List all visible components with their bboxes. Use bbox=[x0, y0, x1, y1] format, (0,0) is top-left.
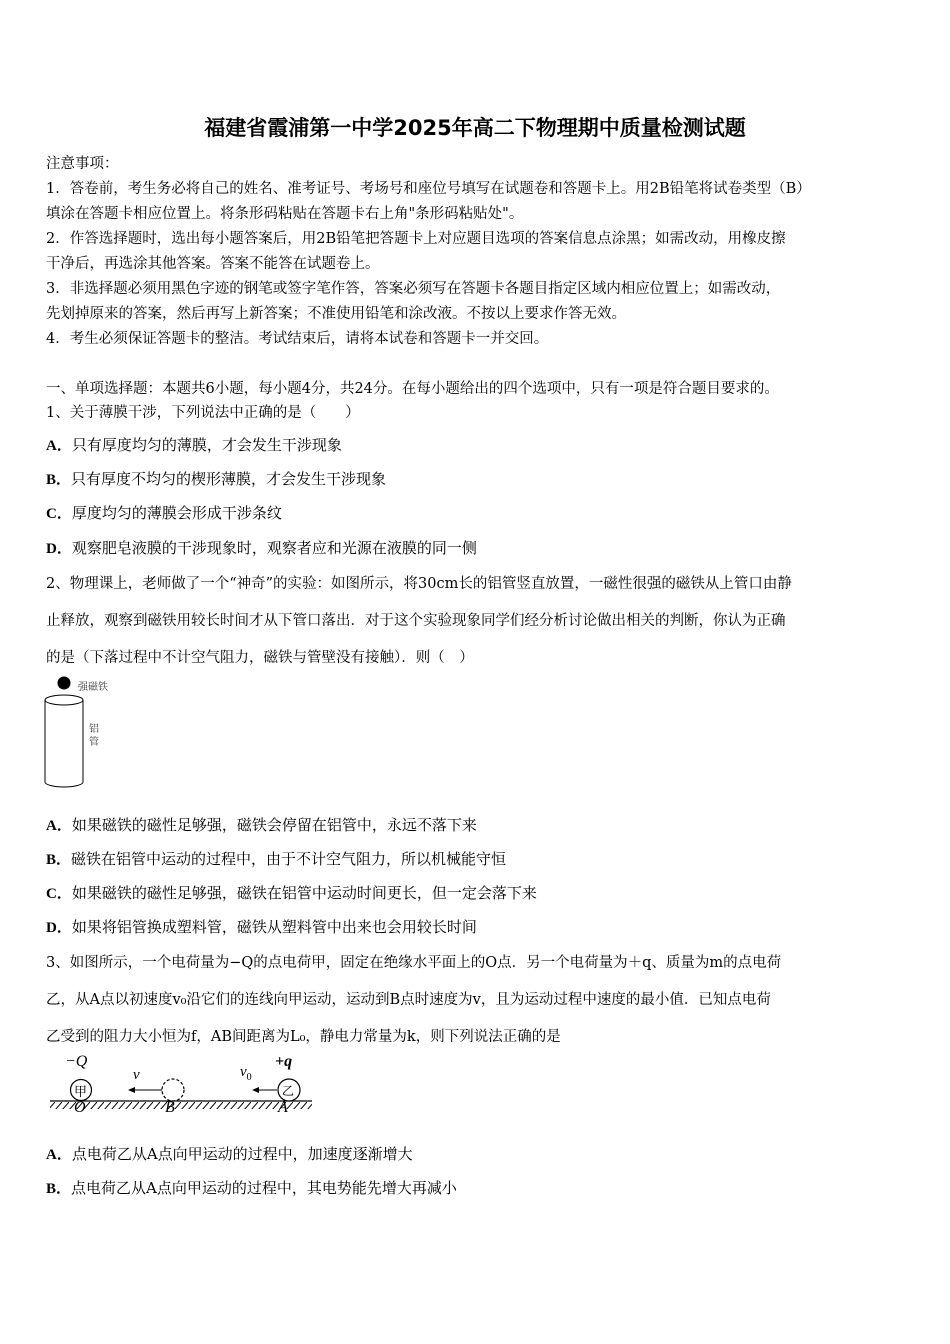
q1-option-b bbox=[46, 468, 386, 489]
tube-label: 管 bbox=[89, 737, 99, 748]
option-text: 点电荷乙从A点向甲运动的过程中，其电势能先增大再减小 bbox=[71, 1179, 457, 1197]
q3-option-b bbox=[46, 1177, 457, 1198]
section-heading: 一、单项选择题：本题共6小题，每小题4分，共24分。在每小题给出的四个选项中，只有一项是符合题目要求的。 bbox=[46, 381, 779, 397]
option-text: 观察肥皂液膜的干涉现象时，观察者应和光源在液膜的同一侧 bbox=[71, 539, 477, 557]
q2-option-c bbox=[46, 882, 537, 903]
notice-line: 填涂在答题卡相应位置上。将条形码粘贴在答题卡右上角"条形码粘贴处"。 bbox=[46, 206, 524, 222]
q1-option-d bbox=[46, 537, 477, 558]
q2-option-b bbox=[46, 848, 506, 869]
velocity-a-label bbox=[240, 1064, 252, 1083]
magnet-icon bbox=[58, 677, 71, 690]
arrow-left-icon bbox=[252, 1087, 259, 1093]
option-label: A． bbox=[46, 1147, 72, 1163]
option-label: A． bbox=[46, 818, 72, 834]
q2-option-d bbox=[46, 916, 477, 937]
notice-line: 2．作答选择题时，选出每小题答案后，用2B铅笔把答题卡上对应题目选项的答案信息点涂黑；如需改动，用橡皮擦 bbox=[46, 231, 786, 247]
velocity-symbol: v bbox=[240, 1064, 247, 1080]
option-text: 如果将铝管换成塑料管，磁铁从塑料管中出来也会用较长时间 bbox=[71, 918, 477, 936]
option-text: 只有厚度不均匀的楔形薄膜，才会发生干涉现象 bbox=[71, 470, 387, 488]
velocity-subscript: 0 bbox=[246, 1072, 252, 1083]
point-o-label: O bbox=[74, 1099, 86, 1116]
option-label: B． bbox=[46, 472, 72, 488]
q3-option-a bbox=[46, 1143, 413, 1164]
question-2-stem: 2、物理课上，老师做了一个“神奇”的实验：如图所示，将30cm长的铝管竖直放置，一磁性很强的磁铁从上管口由静 bbox=[46, 576, 792, 592]
question-3-stem: 乙，从A点以初速度v₀沿它们的连线向甲运动，运动到B点时速度为v，且为运动过程中速度的最小值．已知点电荷 bbox=[46, 992, 771, 1008]
notice-line: 先划掉原来的答案，然后再写上新答案；不准使用铅笔和涂改液。不按以上要求作答无效。 bbox=[46, 306, 626, 322]
charge-jia-label: −Q bbox=[65, 1053, 88, 1070]
arrow-left-icon bbox=[128, 1087, 135, 1093]
notice-line: 1．答卷前，考生务必将自己的姓名、准考证号、考场号和座位号填写在试题卷和答题卡上。用2B铅笔将试卷类型（B） bbox=[46, 181, 811, 197]
notice-line: 4．考生必须保证答题卡的整洁。考试结束后，请将本试卷和答题卡一并交回。 bbox=[46, 331, 549, 347]
option-text: 磁铁在铝管中运动的过程中，由于不计空气阻力，所以机械能守恒 bbox=[71, 850, 507, 868]
notice-line: 干净后，再选涂其他答案。答案不能答在试题卷上。 bbox=[46, 256, 380, 272]
velocity-b-label: v bbox=[133, 1067, 140, 1083]
option-text: 如果磁铁的磁性足够强，磁铁在铝管中运动时间更长，但一定会落下来 bbox=[71, 884, 537, 902]
q2-option-a bbox=[46, 814, 477, 835]
notice-heading: 注意事项： bbox=[46, 156, 119, 172]
question-2-stem: 止释放，观察到磁铁用较长时间才从下管口落出．对于这个实验现象同学们经分析讨论做出相关的判断，你认为正确 bbox=[46, 613, 786, 629]
option-label: B． bbox=[46, 1181, 72, 1197]
tube-label: 铝 bbox=[89, 724, 99, 735]
option-label: A． bbox=[46, 438, 72, 454]
magnet-label: 强磁铁 bbox=[78, 682, 108, 693]
q1-option-a bbox=[46, 434, 342, 455]
option-label: D． bbox=[46, 541, 72, 557]
option-text: 如果磁铁的磁性足够强，磁铁会停留在铝管中，永远不落下来 bbox=[71, 816, 477, 834]
yi-label: 乙 bbox=[282, 1084, 295, 1098]
charge-yi-label: +q bbox=[275, 1053, 293, 1070]
option-label: B． bbox=[46, 852, 72, 868]
position-b-icon bbox=[162, 1079, 184, 1101]
option-text: 厚度均匀的薄膜会形成干涉条纹 bbox=[71, 504, 282, 522]
jia-label: 甲 bbox=[74, 1085, 88, 1100]
point-b-label: B bbox=[165, 1099, 175, 1116]
option-label: C． bbox=[46, 886, 72, 902]
q1-option-c bbox=[46, 502, 282, 523]
notice-line: 3．非选择题必须用黑色字迹的钢笔或签字笔作答，答案必须写在答题卡各题目指定区域内相应位置上；如需改动， bbox=[46, 281, 781, 297]
exam-title: 福建省霞浦第一中学2025年高二下物理期中质量检测试题 bbox=[204, 116, 746, 140]
option-label: C． bbox=[46, 506, 72, 522]
option-text: 只有厚度均匀的薄膜，才会发生干涉现象 bbox=[71, 436, 342, 454]
option-text: 点电荷乙从A点向甲运动的过程中，加速度逐渐增大 bbox=[71, 1145, 413, 1163]
question-2-stem: 的是（下落过程中不计空气阻力，磁铁与管壁没有接触）．则（ ） bbox=[46, 650, 474, 666]
question-1-stem: 1、关于薄膜干涉，下列说法中正确的是（ ） bbox=[46, 405, 360, 421]
question-3-stem: 3、如图所示，一个电荷量为−Q的点电荷甲，固定在绝缘水平面上的O点．另一个电荷量为＋q、质量为m的点电荷 bbox=[46, 955, 782, 971]
option-label: D． bbox=[46, 920, 72, 936]
question-3-stem: 乙受到的阻力大小恒为f，AB间距离为L₀，静电力常量为k，则下列说法正确的是 bbox=[46, 1029, 561, 1045]
point-a-label: A bbox=[278, 1099, 288, 1116]
